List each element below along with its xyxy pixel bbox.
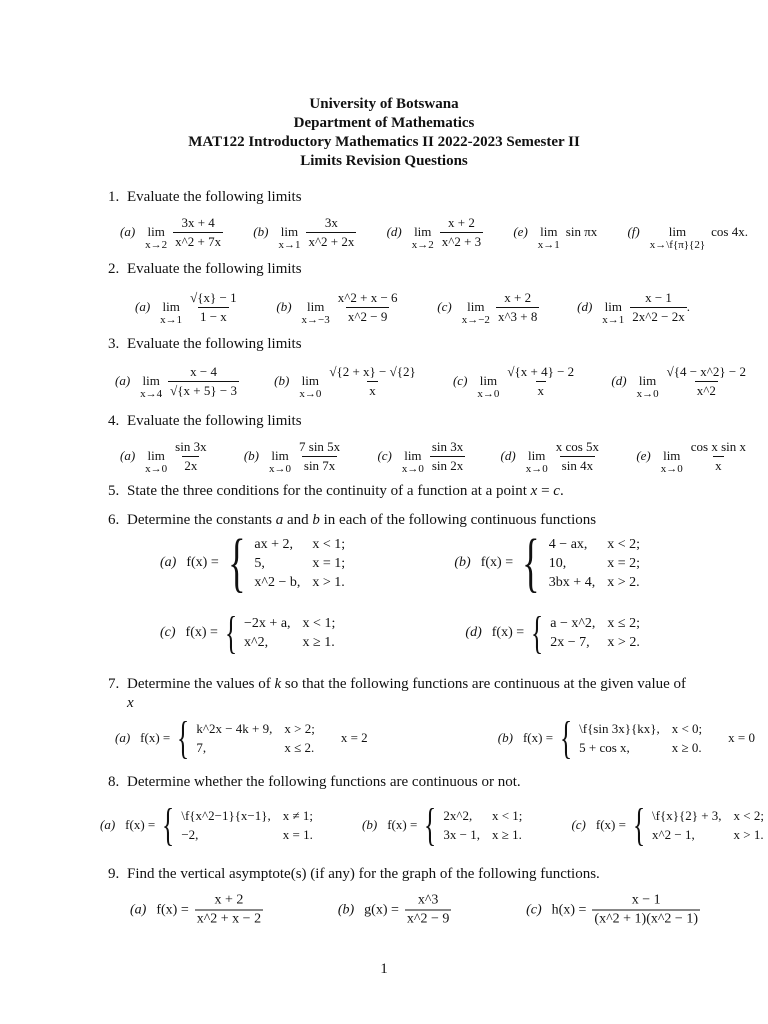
question-part [115,712,368,763]
limit-approach: x→0 [299,388,322,400]
fraction [405,892,451,929]
lim-word: lim [147,448,165,463]
question-part [465,607,640,658]
case-expression: −2x + a, [244,616,291,631]
case-condition: x > 2; [284,721,315,736]
question-part [526,892,700,929]
limit-operator [145,224,167,252]
part-label: (a) [115,730,131,745]
fraction [173,438,208,475]
question-part [253,212,356,252]
denominator: x^2 [696,382,716,398]
fraction [505,363,576,400]
parts-row [115,712,755,763]
function-name: f(x) = [185,625,218,640]
left-brace-icon: { [177,712,190,763]
question-text: Evaluate the following limits [127,413,302,429]
limit-approach: x→0 [401,463,424,475]
lim-word: lim [301,373,320,388]
case-expression: −2, [181,827,199,842]
limit-operator [145,448,167,476]
numerator: √{x} − 1 [190,289,237,305]
limit-operator [650,224,705,252]
question-part [571,799,764,850]
expression: cos 4x. [711,224,748,239]
limit-approach: x→0 [525,463,548,475]
case-condition: x ≥ 1. [491,827,522,842]
case-condition: x < 2; [607,536,640,552]
fraction [306,214,356,251]
question-text: Find the vertical asymptote(s) (if any) for the graph of the following functions. [127,866,600,882]
case-condition: x ≤ 2. [284,740,315,755]
denominator: x^2 − 9 [406,911,450,927]
case-condition: x < 1; [491,808,523,823]
part-label: (a) [115,373,131,388]
part-label: (c) [437,299,452,314]
question-part [577,287,690,327]
question-part [377,436,465,476]
case-expression: 10, [548,555,567,571]
limit-operator [538,224,560,252]
numerator: x + 2 [504,289,532,305]
numerator: 3x [324,214,338,230]
limit-approach: x→0 [145,463,168,475]
left-brace-icon: { [632,799,646,850]
lim-word: lim [162,299,180,314]
parts-row [135,287,690,327]
denominator: x^3 + 8 [497,308,538,324]
question-text: Evaluate the following limits [127,261,302,277]
case-condition: x < 0; [671,721,703,736]
case-expression: 7, [196,740,207,755]
parts-row [120,212,748,252]
fraction [173,214,223,251]
function-name: f(x) = [595,817,626,832]
left-brace-icon: { [224,607,238,658]
limit-approach: x→0 [477,388,500,400]
part-label: (b) [362,817,378,832]
question-part [276,287,399,327]
numerator: 3x + 4 [181,214,215,230]
limit-approach: x→\f{π}{2} [649,239,706,251]
numerator: x − 1 [631,892,661,908]
case-condition: x < 1; [312,536,346,552]
document-title: Limits Revision Questions [300,153,468,169]
part-label: (b) [274,373,290,388]
lim-word: lim [528,448,546,463]
part-label: (a) [120,224,136,239]
question-text: Determine the constants a and b in each of the following continuous functions [127,512,597,528]
limit-approach: x→1 [278,239,301,251]
fraction [195,892,263,929]
piecewise-cases [244,614,335,652]
part-label: (a) [120,448,136,463]
function-name: f(x) = [491,625,525,640]
case-expression: a − x^2, [550,616,596,631]
limit-operator [412,224,434,252]
question-number: 5. [108,483,120,499]
parts-row [130,892,700,929]
question-part [274,361,418,401]
numerator: x^2 + x − 6 [337,289,398,305]
part-label: (a) [160,555,177,570]
denominator: 2x [184,457,198,473]
numerator: x^3 [417,892,439,908]
denominator: x^2 − 9 [347,308,388,324]
case-expression: k^2x − 4k + 9, [196,721,273,736]
case-expression: \f{x}{2} + 3, [652,808,722,823]
function-name: f(x) = [156,902,189,917]
lim-word: lim [467,299,485,314]
question-number: 7. [108,676,120,692]
lim-word: lim [638,373,657,388]
numerator: √{2 + x} − √{2} [329,363,416,379]
question-text: Evaluate the following limits [127,189,302,205]
question-part [611,361,748,401]
question-part [338,892,452,929]
fraction [168,363,239,400]
limit-approach: x→−2 [461,314,490,326]
limit-operator [661,448,683,476]
limit-operator [526,448,548,476]
left-brace-icon: { [531,607,544,658]
part-label: (f) [627,224,640,239]
course-title: MAT122 Introductory Mathematics II 2022-2023 Semester II [188,134,580,150]
limit-operator [278,224,300,252]
function-name: f(x) = [186,555,219,570]
part-label: (b) [276,299,292,314]
case-condition: x > 1. [312,574,345,590]
part-label: (e) [636,448,651,463]
numerator: sin 3x [175,438,207,454]
limit-approach: x→1 [602,314,625,326]
limit-approach: x→1 [537,239,560,251]
denominator: sin 7x [303,457,336,473]
numerator: x cos 5x [555,438,600,454]
case-expression: 4 − ax, [548,536,588,552]
limit-operator [477,373,499,401]
lim-word: lim [147,224,165,239]
fraction [496,289,539,326]
university-name: University of Botswana [309,96,459,112]
question-part [437,287,539,327]
part-label: (d) [611,373,627,388]
fraction [554,438,601,475]
fraction [327,363,417,400]
parts-row [120,436,748,476]
numerator: x + 2 [448,214,475,230]
part-label: (d) [577,299,593,314]
denominator: √{x + 5} − 3 [170,382,237,398]
question-part [453,361,576,401]
denominator: (x^2 + 1)(x^2 − 1) [594,911,698,927]
function-name: f(x) = [140,730,171,745]
fraction [336,289,400,326]
evaluation-point: x = 2 [340,730,368,745]
case-expression: x^2 − 1, [652,827,695,842]
lim-word: lim [414,224,432,239]
question-part [130,892,263,929]
limit-approach: x→0 [660,463,683,475]
case-condition: x ≥ 0. [671,740,702,755]
denominator: x^2 + 7x [175,233,222,249]
piecewise-cases [443,806,522,844]
question-part [513,212,597,252]
function-name: f(x) = [125,817,156,832]
left-brace-icon: { [560,712,573,763]
question-part [454,526,640,599]
function-name: f(x) = [387,817,418,832]
limit-operator [602,299,624,327]
part-label: (c) [571,817,586,832]
piecewise-cases [550,614,640,652]
numerator: x − 4 [190,363,217,379]
left-brace-icon: { [522,526,540,599]
numerator: √{4 − x^2} − 2 [666,363,746,379]
lim-word: lim [280,224,299,239]
question-number: 4. [108,413,120,429]
case-condition: x < 1; [302,616,336,631]
function-name: h(x) = [551,902,587,917]
question-text: Determine the values of k so that the following functions are continuous at the given value of x [127,676,687,711]
denominator: x^2 + 3 [441,233,482,249]
numerator: sin 3x [431,438,464,454]
part-label: (a) [100,817,116,832]
fraction [430,438,465,475]
limit-operator [637,373,659,401]
fraction [297,438,342,475]
question-part [387,212,484,252]
question-part [100,799,314,850]
limit-operator [402,448,424,476]
question-part [115,361,239,401]
question-part [120,212,223,252]
limit-approach: x→0 [269,463,292,475]
case-expression: 3bx + 4, [548,574,596,590]
numerator: √{x + 4} − 2 [507,363,575,379]
question-part [244,436,342,476]
part-label: (d) [465,625,482,640]
piecewise-cases [254,535,345,592]
part-label: (d) [386,224,402,239]
fraction [188,289,238,326]
evaluation-point: x = 0 [728,730,755,745]
question-text: Evaluate the following limits [127,336,302,352]
part-label: (c) [452,373,468,388]
fraction [592,892,700,929]
lim-word: lim [604,299,622,314]
denominator: sin 4x [561,457,594,473]
lim-word: lim [479,373,498,388]
part-label: (e) [513,224,528,239]
denominator: x^2 + x − 2 [196,911,262,927]
fraction [689,438,748,475]
lim-word: lim [271,448,289,463]
question-number: 6. [108,512,120,528]
limit-operator [160,299,182,327]
case-condition: x = 2; [607,555,640,571]
lim-word: lim [668,224,687,239]
question-number: 8. [108,774,120,790]
part-label: (b) [497,730,513,745]
case-condition: x ≤ 2; [607,616,640,631]
denominator: x [537,382,545,398]
piecewise-cases [549,535,640,592]
case-expression: 5, [254,555,265,571]
case-condition: x > 1. [733,827,764,842]
limit-approach: x→4 [140,388,163,400]
part-label: (b) [454,555,471,570]
case-condition: x = 1. [282,827,313,842]
numerator: cos x sin x [690,438,746,454]
parts-row [115,361,748,401]
denominator: 1 − x [199,308,227,324]
part-label: (c) [377,448,392,463]
part-label: (c) [526,902,542,917]
limit-approach: x→−3 [301,314,330,326]
parts-row [100,799,764,850]
part-label: (b) [337,902,355,917]
numerator: x − 1 [645,289,672,305]
case-expression: x^2 − b, [254,574,301,590]
left-brace-icon: { [162,799,175,850]
fraction [630,289,686,326]
question-part [120,436,209,476]
question-part [501,436,602,476]
question-part [160,607,336,658]
denominator: sin 2x [431,457,464,473]
limit-operator [462,299,490,327]
denominator: 2x^2 − 2x [632,308,685,324]
part-label: (d) [500,448,516,463]
question-part [135,287,239,327]
limit-operator [299,373,321,401]
case-expression: 3x − 1, [443,827,480,842]
lim-word: lim [404,448,422,463]
left-brace-icon: { [227,526,246,599]
question-number: 9. [108,866,120,882]
case-expression: \f{x^2−1}{x−1}, [181,808,271,823]
case-expression: 5 + cos x, [579,740,630,755]
case-condition: x > 2. [607,574,640,590]
limit-approach: x→0 [636,388,659,400]
part-label: (a) [130,902,147,917]
question-part [627,212,748,252]
denominator: x^2 + 2x [308,233,355,249]
piecewise-cases [181,806,313,844]
lim-word: lim [142,373,160,388]
question-part [160,526,346,599]
function-name: f(x) = [480,555,514,570]
limit-approach: x→2 [145,239,168,251]
lim-word: lim [663,448,681,463]
department-name: Department of Mathematics [293,115,475,131]
part-label: (b) [253,224,269,239]
case-condition: x = 1; [312,555,346,571]
part-label: (a) [135,299,151,314]
parts-row [160,607,640,658]
question-part [362,799,523,850]
piecewise-cases [196,719,314,757]
question-number: 2. [108,261,120,277]
limit-approach: x→2 [411,239,434,251]
case-condition: x > 2. [607,635,640,650]
left-brace-icon: { [424,799,437,850]
case-expression: ax + 2, [254,536,294,552]
limit-approach: x→1 [160,314,183,326]
lim-word: lim [306,299,325,314]
part-label: (c) [160,625,176,640]
question-number: 1. [108,189,120,205]
piecewise-cases [579,719,702,757]
parts-row [160,526,640,599]
limit-operator [140,373,162,401]
question-number: 3. [108,336,120,352]
case-condition: x < 2; [733,808,764,823]
case-expression: \f{sin 3x}{kx}, [579,721,660,736]
case-expression: x^2, [244,635,269,650]
numerator: 7 sin 5x [299,438,341,454]
page-number: 1 [380,961,388,977]
question-part [497,712,755,763]
case-condition: x ≥ 1. [302,635,335,650]
fraction [440,214,483,251]
case-condition: x ≠ 1; [282,808,314,823]
function-name: f(x) = [522,730,554,745]
case-expression: 2x^2, [443,808,473,823]
question-text: Determine whether the following functions are continuous or not. [127,774,521,790]
expression: sin πx [565,224,598,239]
case-expression: 2x − 7, [550,635,590,650]
function-name: g(x) = [364,902,399,917]
piecewise-cases [652,806,764,844]
lim-word: lim [540,224,558,239]
suffix: . [686,299,690,314]
denominator: x [369,382,376,398]
question-text: State the three conditions for the continuity of a function at a point x = c. [127,483,564,499]
numerator: x + 2 [214,892,244,908]
fraction [665,363,748,400]
limit-operator [269,448,291,476]
question-part [636,436,748,476]
denominator: x [715,457,722,473]
limit-operator [302,299,330,327]
part-label: (b) [243,448,260,463]
